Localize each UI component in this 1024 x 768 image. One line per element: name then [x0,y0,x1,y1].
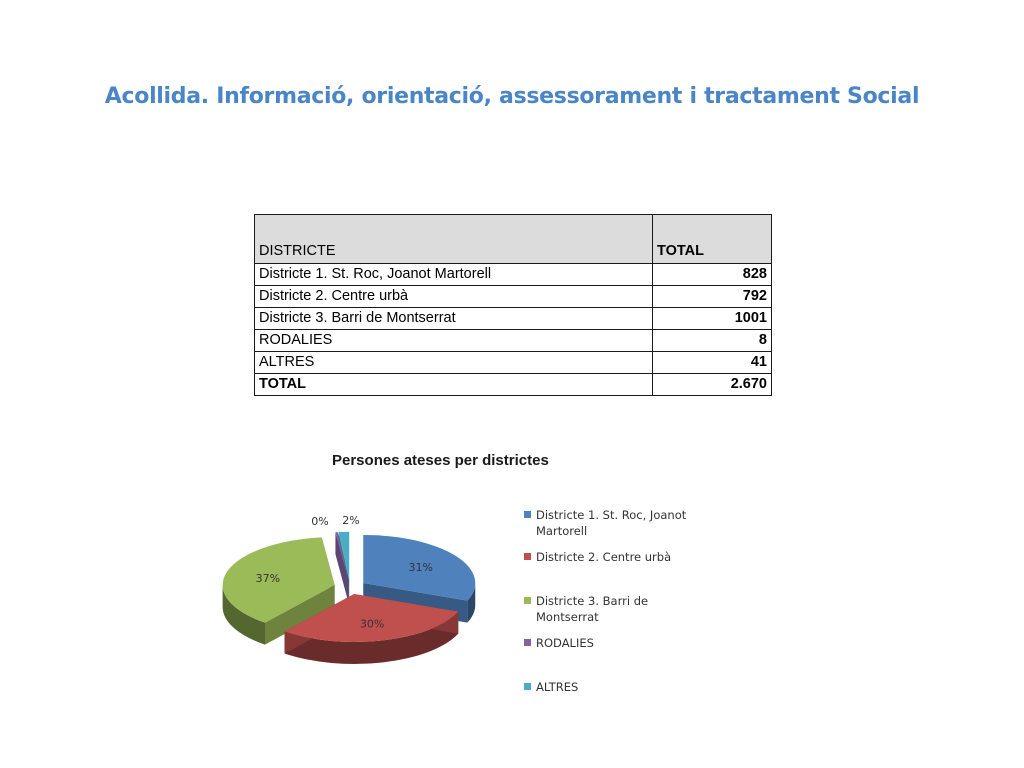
legend-label: Districte 1. St. Roc, Joanot Martorell [536,508,687,538]
legend-item-altres [524,679,706,695]
legend-swatch [524,553,531,560]
legend-swatch [524,597,531,604]
legend-item-rodalies [524,635,706,651]
legend-swatch [524,639,531,646]
pie-data-label: 30% [359,617,385,631]
chart-title: Persones ateses per districtes [332,452,549,469]
pie-data-label: 2% [342,514,360,527]
row-label: RODALIES [255,330,653,352]
row-label: ALTRES [255,352,653,374]
row-label: Districte 2. Centre urbà [255,286,653,308]
pie-data-label: 37% [255,571,281,585]
total-value: 2.670 [653,374,772,396]
row-value: 792 [653,286,772,308]
total-label: TOTAL [255,374,653,396]
pie-data-label: 31% [408,561,433,575]
legend-item-districte-3 [524,593,706,625]
page-title: Acollida. Informació, orientació, assessorament i tractament Social [104,84,920,109]
header-total: TOTAL [653,215,772,264]
row-value: 1001 [653,308,772,330]
legend-label: ALTRES [536,680,579,694]
row-value: 828 [653,264,772,286]
legend-swatch [524,683,531,690]
legend-label: Districte 2. Centre urbà [536,550,672,564]
legend-item-districte-1 [524,507,706,539]
row-value: 8 [653,330,772,352]
legend-item-districte-2 [524,549,706,565]
row-label: Districte 3. Barri de Montserrat [255,308,653,330]
pie-data-label: 0% [311,515,329,528]
legend-label: Districte 3. Barri de Montserrat [536,594,649,624]
legend-label: RODALIES [536,636,594,650]
row-value: 41 [653,352,772,374]
row-label: Districte 1. St. Roc, Joanot Martorell [255,264,653,286]
legend-swatch [524,511,531,518]
header-districte: DISTRICTE [255,215,653,264]
